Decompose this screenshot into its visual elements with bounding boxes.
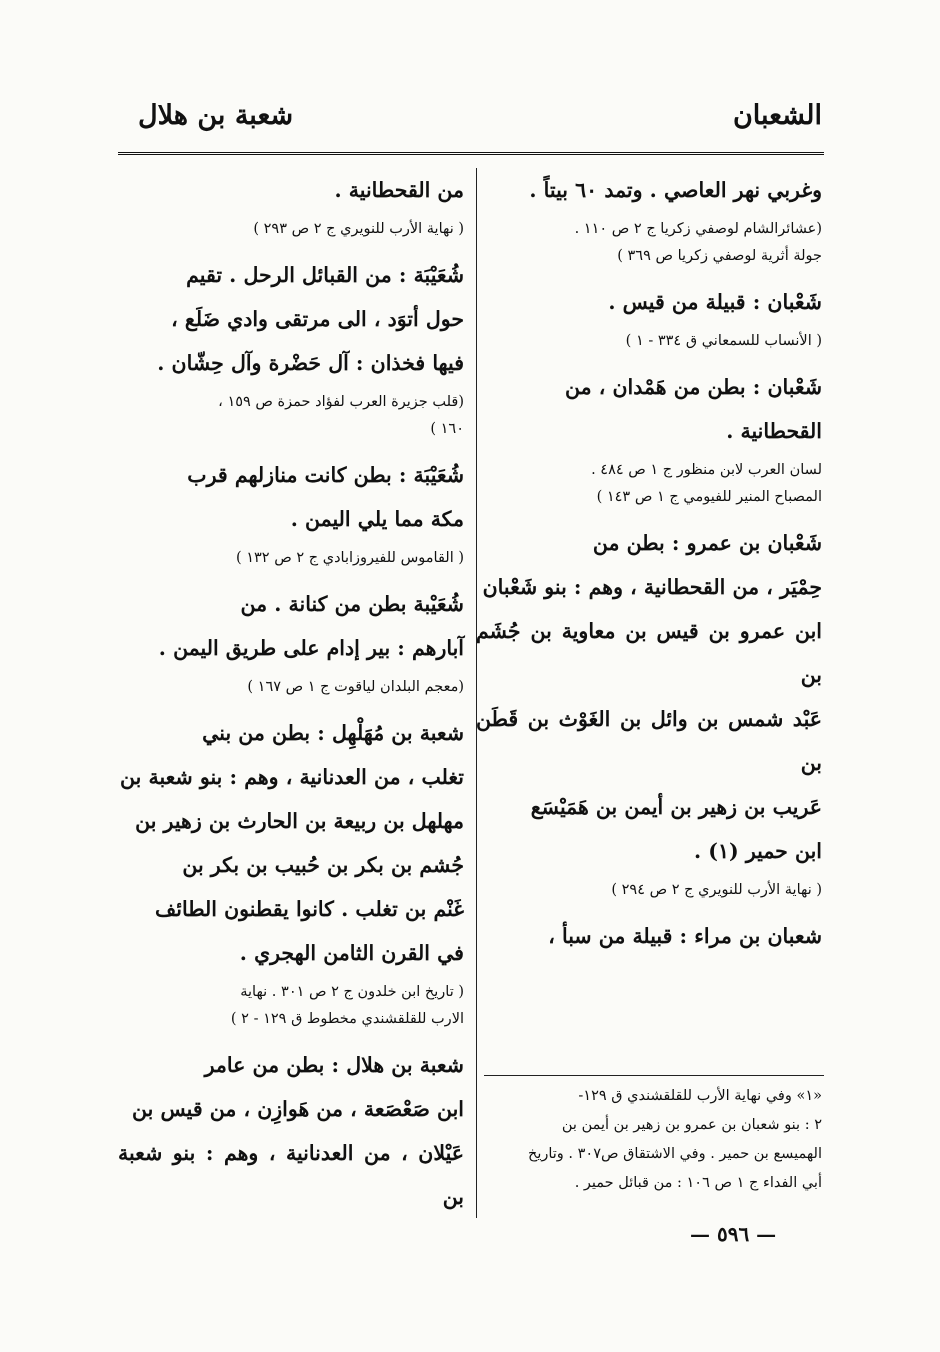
running-header-right: الشعبان	[732, 100, 822, 131]
header-rule	[118, 152, 824, 158]
source-citation: ( تاريخ ابن خلدون ج ٢ ص ٣٠١ . نهاية الارب للقلقشندي مخطوط ق ١٢٩ - ٢ )	[230, 984, 464, 1027]
entry-text: شَعْبان بن عمرو : بطن من حِمْيَر ، من القحطانية ، وهم : بنو شَعْبان ابن عمرو بن قيس بن معاوية بن جُشَم بن عَبْد شمس بن وائل بن الغَوْث بن قَطَن بن عَريب بن زهير بن أيمن بن هَمَيْسَع ابن حمير (١) .	[476, 531, 822, 863]
entry-text: شُعَيْبة بطن من كنانة . من آبارهم : بير إدام على طريق اليمن .	[158, 592, 464, 660]
source-citation: لسان العرب لابن منظور ج ١ ص ٤٨٤ . المصباح المنير للفيومي ج ١ ص ١٤٣ )	[591, 462, 822, 505]
source-citation: (عشائرالشام لوصفي زكريا ج ٢ ص ١١٠ . جولة أثرية لوصفي زكريا ص ٣٦٩ )	[574, 221, 822, 264]
entry-text: شعبة بن مُهَلْهِل : بطن من بني تغلب ، من العدنانية ، وهم : بنو شعبة بن مهلهل بن ربيعة بن الحارث بن زهير بن جُشم بن بكر بن حُبيب بن بكر بن غَنْم بن تغلب . كانوا يقطنون الطائف في القرن الثامن الهجري .	[120, 721, 464, 965]
entry-text: شُعَيْبَة : من القبائل الرحل . تقيم حول أتوَد ، الى مرتقى وادي ضَلَع ، فيها فخذان : آل حَضْرة وآل حِشّان .	[157, 263, 464, 375]
source-citation: ( الأنساب للسمعاني ق ٣٣٤ - ١ )	[625, 333, 822, 349]
entry-text: من القحطانية .	[334, 178, 464, 202]
source-citation: ( القاموس للفيروزابادي ج ٢ ص ١٣٢ )	[235, 550, 464, 566]
entry-text: شعبان بن مراء : قبيلة من سبأ ،	[548, 924, 822, 948]
entry-text: شُعَيْبَة : بطن كانت منازلهم قرب مكة مما يلي اليمن .	[187, 463, 464, 531]
running-header-left: شعبة بن هلال	[138, 100, 294, 131]
source-citation: (قلب جزيرة العرب لفؤاد حمزة ص ١٥٩ ، ١٦٠ )	[218, 394, 464, 437]
footnote: «١» وفي نهاية الأرب للقلقشندي ق ١٢٩- ٢ : بنو شعبان بن عمرو بن زهير بن أيمن بن الهميسع بن حمير . وفي الاشتقاق ص٣٠٧ . وتاريخ أبي الفداء ج ١ ص ١٠٦ : من قبائل حمير .	[527, 1088, 822, 1191]
entry-text: شَعْبان : قبيلة من قيس .	[608, 290, 822, 314]
left-column	[118, 168, 464, 1219]
source-citation: (معجم البلدان لياقوت ج ١ ص ١٦٧ )	[247, 679, 464, 695]
source-citation: ( نهاية الأرب للنويري ج ٢ ص ٢٩٣ )	[253, 221, 464, 237]
page-number: — ٥٩٦ —	[690, 1222, 777, 1246]
entry-text: وغربي نهر العاصي . وتمد ٦٠ بيتاً .	[529, 178, 822, 202]
entry-text: شَعْبان : بطن من هَمْدان ، من القحطانية .	[564, 375, 822, 443]
source-citation: ( نهاية الأرب للنويري ج ٢ ص ٢٩٤ )	[611, 882, 822, 898]
right-column	[476, 168, 822, 958]
footnote-separator	[484, 1075, 824, 1076]
entry-text: شعبة بن هلال : بطن من عامر ابن صَعْصَعة ، من هَوازِن ، من قيس بن عَيْلان ، من العدنانية ، وهم : بنو شعبة بن	[118, 1053, 464, 1209]
